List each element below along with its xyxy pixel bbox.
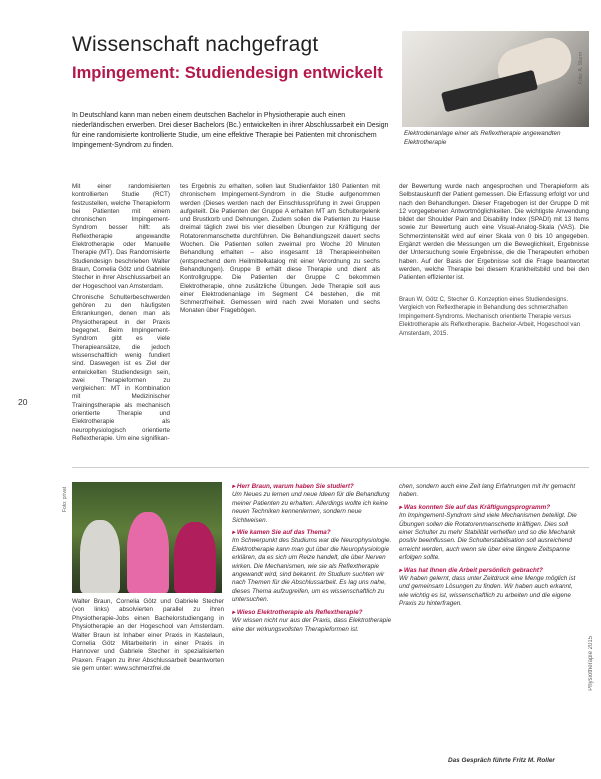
- interview-question: ▸ Wieso Elektrotherapie als Reflextherapie?: [232, 608, 363, 616]
- section-divider: [72, 467, 589, 468]
- authors-photo: [72, 482, 222, 593]
- interview-question: ▸ Was konnten Sie auf das Kräftigungsprogramm?: [399, 503, 551, 511]
- photo-electrode-strap: [441, 70, 538, 112]
- authors-caption: Walter Braun, Cornelia Götz und Gabriele Stecher (von links) absolvierten parallel zu ihren Physiotherapie-Jobs einen Bachelorstudiengang in Physiotherapie an der Hogeschool van Amsterdam. Walter Braun ist Inhaber einer Praxis in Kastelaun, Cornelia Götz Mitarbeiterin in einer Praxis in Hannover und Gabriele Stecher in spezialisierten Praxen. Fragen zu ihrer Abschlussarbeit beantworten sie gern unter: www.schmerzfrei.de: [72, 598, 224, 673]
- interview-question: ▸ Herr Braun, warum haben Sie studiert?: [232, 483, 354, 490]
- interview-answer: Wir wissen nicht nur aus der Praxis, dass Elektrotherapie eine der wirkungsvollsten Therapieformen ist.: [232, 617, 392, 633]
- interview-question: ▸ Was hat Ihnen die Arbeit persönlich gebracht?: [399, 566, 543, 574]
- body-column-3: [399, 183, 589, 286]
- page-number: 20: [18, 397, 28, 407]
- interview-answer: chen, sondern auch eine Zeit lang Erfahrungen mit ihr gemacht haben.: [399, 483, 576, 499]
- top-photo-caption: Elektrodenanlage einer als Reflextherapie angewandten Elektrotherapie: [404, 130, 561, 146]
- interview-column-2: [399, 483, 582, 613]
- person-left-figure: [80, 520, 120, 593]
- interview-answer: Wir haben gelernt, dass unter Zeitdruck eine Menge möglich ist und gemeinsam Lösungen zu finden. Wir haben auch erkannt, wie wichtig es ist, wissenschaftlich zu arbeiten und die eigene Praxis zu hinterfragen.: [399, 575, 576, 608]
- interview-answer: Im Schwerpunkt des Studiums war die Neurophysiologie. Elektrotherapie kann man gut über die Neurophysiologie erklären, da es sich um Reize handelt, die über Nerven wirken. Die Mechanismen, wie sie als Reflextherapie angewandt wird, sind bekannt. Im Studium suchten wir nach Themen für die Abschlussarbeit. Es lag uns nahe, dieses Thema aufzugreifen, um es wissenschaftlich zu untersuchen.: [232, 537, 392, 604]
- interviewer-credit: Das Gespräch führte Fritz M. Roller: [448, 757, 555, 764]
- interview-column-1: [232, 483, 392, 638]
- electrotherapy-photo: [402, 31, 589, 127]
- top-photo-credit: Foto: A. Sturm: [578, 52, 584, 84]
- people-photo-credit: Foto: privat: [62, 487, 68, 513]
- body-column-2: [180, 183, 380, 319]
- interview-answer: Im Impingement-Syndrom sind viele Mechanismen beteiligt. Die Übungen sollen die Rotatorenmanschette kräftigen. Dies soll einer Schulter zu mehr Stabilität verhelfen und so die Mechanik positiv beeinflussen. Die Schulterstabilisation soll ausreichend erreicht werden, auch wenn sie über eine längere Zeitspanne erfolgen sollte.: [399, 512, 577, 562]
- person-middle-figure: [127, 512, 169, 593]
- body-paragraph: tes Ergebnis zu erhalten, sollen laut Studienfaktor 180 Patienten mit chronischem Impingement-Syndrom in die Studie aufgenommen werden (Dieses werden nach der Einschlussprüfung in zwei Gruppen aufgeteilt. Die Patienten der Gruppe A erhalten MT am Schultergelenk und Brustkorb und Dehnungen. Zudem sollen die Patienten zu Hause dreimal täglich zwei bis vier dieselben Übungen zur Kräftigung der Rotatorenmanschette durchführen. Die Behandlungszeit dauert sechs Wochen. Die Patienten sollen zweimal pro Woche 20 Minuten Behandlung erhalten – also insgesamt 18 Therapieeinheiten (entsprechend dem Heilmittelkatalog mit einer Verordnung zu sechs Behandlungen). Gruppe B erhält diese Therapie und dient als Kontrollgruppe. Die Patienten der Gruppe C bekommen Elektrotherapie, ohne zusätzliche Übungen. Jede Therapie soll aus einer Elektrodenanlage im Segment C4 bestehen, die mit Schmerzfreiheit. Gemessen wird nach zwei Monaten und sechs Monaten über Fragebögen.: [180, 183, 380, 315]
- section-kicker: Wissenschaft nachgefragt: [72, 33, 319, 56]
- reference-note: Braun W, Götz C, Stecher G. Konzeption eines Studiendesigns. Vergleich von Reflextherapie in Behandlung des schmerzhaften Impingement-Syndroms. Mechanisch orientierte Therapie versus Elektrotherapie als Reflextherapie. Bachelor-Arbeit, Hogeschool van Amsterdam, 2015.: [399, 297, 581, 337]
- body-paragraph: Chronische Schulterbeschwerden gehören zu den häufigsten Erkrankungen, denen man als Physiotherapeut in der Praxis begegnet. Beim Impingement-Syndrom gibt es viele Therapieansätze, die jedoch wissenschaftlich wenig fundiert sind. Daswegen ist es Ziel der entwickelten Studiendesign sein, zwei Therapieformen zu vergleichen: MT in Kombination mit Medizinischer Trainingstherapie als mechanisch orientierte Therapie und Elektrotherapie als neurophysiologisch orientierte Reflextherapie. Um eine signifikan-: [72, 293, 170, 442]
- body-column-1: [72, 183, 170, 446]
- person-right-figure: [174, 522, 216, 593]
- interview-question: ▸ Wie kamen Sie auf das Thema?: [232, 529, 331, 537]
- issue-label: Physiotherapie 2015: [588, 636, 594, 691]
- article-intro: In Deutschland kann man neben einem deutschen Bachelor in Physiotherapie auch einen niederländischen erwerben. Drei dieser Bachelors (Bc.) entwickelten in ihrer Abschlussarbeit ein Design für eine randomisierte kontrollierte Studie, um eine effektive Therapie bei Patienten mit chronischem Impingement-Syndrom zu finden.: [72, 112, 389, 149]
- interview-answer: Um Neues zu lernen und neue Ideen für die Behandlung meiner Patienten zu erhalten. Allerdings wollte ich keine neuen Techniken kennenlernen, sondern neue Sichtweisen.: [232, 491, 390, 524]
- body-paragraph: Mit einer randomisierten kontrollierten Studie (RCT) festzustellen, welche Therapieform bei Patienten mit einem chronischen Impingement-Syndrom besser hilft: als Reflextherapie angewandte Elektrotherapie oder Manuelle Therapie (MT). Das Randomisierte Studiendesign beschrieben Walter Braun, Cornelia Götz und Gabriele Stecher in ihrer Abschlussarbeit an der Hogeschool van Amsterdam.: [72, 183, 170, 290]
- body-paragraph: der Bewertung wurde nach angesprochen und Therapieform als Selbstauskunft der Patient gemessen. Die Erfassung erfolgt vor und nach den Behandlungen. Dieser Fragebogen ist der Gruppe D mit 12 vorgegebenen Antwortmöglichkeiten. Die wichtigste Anwendung bildet der Shoulder Pain and Disability Index (SPADI) mit 13 Items sowie zur Bewertung auch eine Visual-Analog-Skala (VAS). Die Schmerzintensität wird auf einer Skala von 0 bis 10 angegeben. Ergänzt werden die Messungen um die Beweglichkeit, Ergebnisse der Untersuchung sowie Ergebnisse, die die Therapeuten erhoben haben. Auf der Basis der Ergebnisse soll die Frage beantwortet werden, welche Therapie bei diesem Krankheitsbild und bei den Patienten effizienter ist.: [399, 183, 589, 282]
- article-headline: Impingement: Studiendesign entwickelt: [72, 64, 383, 82]
